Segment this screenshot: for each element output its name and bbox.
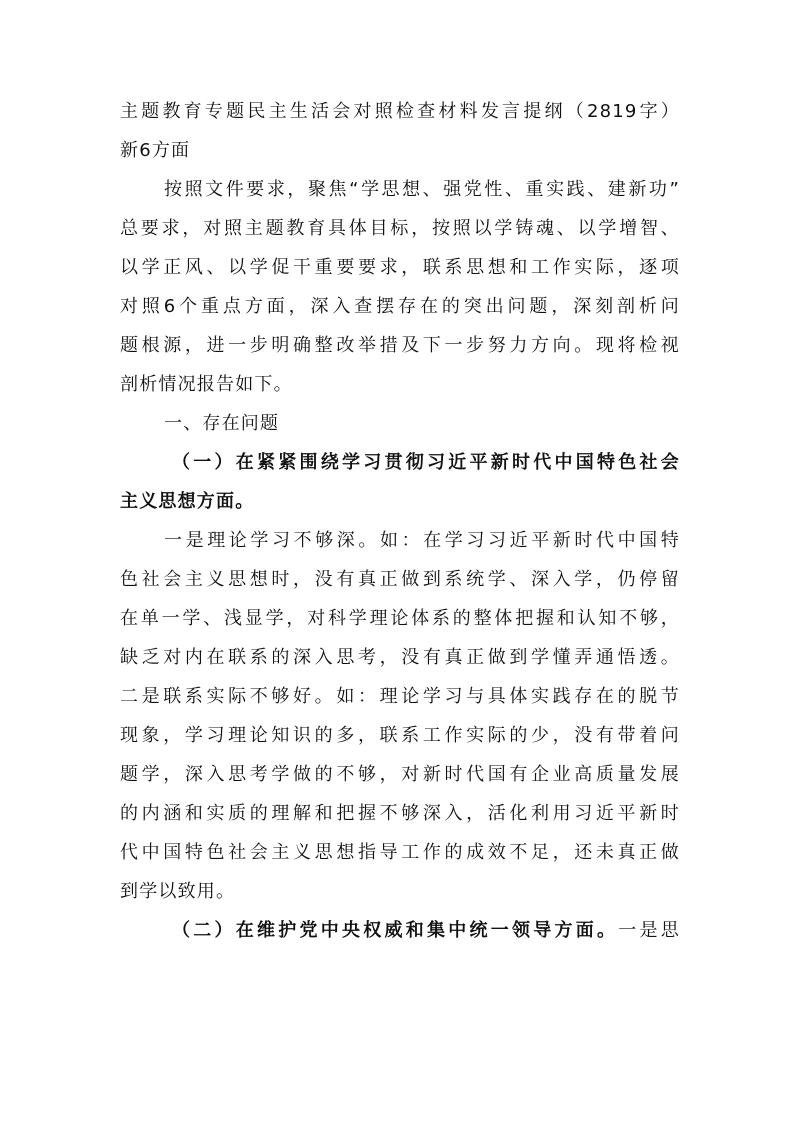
section-heading: 一、存在问题 [164,413,280,434]
intro-line-5: 题根源，进一步明确整改举措及下一步努力方向。现将检视 [120,335,680,356]
intro-line-4: 对照6个重点方面，深入查摆存在的突出问题，深刻剖析问 [120,296,680,317]
subsection-2-text: 一是思 [618,920,681,941]
subsection-2-heading: （二）在维护党中央权威和集中统一领导方面。 [172,920,619,941]
body-line-4: 缺乏对内在联系的深入思考，没有真正做到学懂弄通悟透。 [120,647,680,668]
body-line-10: 到学以致用。 [120,881,236,902]
body-line-1: 一是理论学习不够深。如：在学习习近平新时代中国特 [164,530,680,551]
body-line-7: 题学，深入思考学做的不够，对新时代国有企业高质量发展 [120,764,680,785]
intro-line-3: 以学正风、以学促干重要要求，联系思想和工作实际，逐项 [120,257,680,278]
body-line-6: 现象，学习理论知识的多，联系工作实际的少，没有带着问 [120,725,680,746]
document-title-line-2: 新6方面 [120,140,191,161]
document-title-line-1: 主题教育专题民主生活会对照检查材料发言提纲（2819字） [120,101,680,122]
intro-line-6: 剖析情况报告如下。 [120,374,293,395]
subsection-2-line [120,911,680,950]
body-line-5: 二是联系实际不够好。如：理论学习与具体实践存在的脱节 [120,686,680,707]
document-page [120,92,680,950]
subsection-1-heading-line-2: 主义思想方面。 [120,491,255,512]
body-line-2: 色社会主义思想时，没有真正做到系统学、深入学，仍停留 [120,569,680,590]
subsection-1-heading-line-1: （一）在紧紧围绕学习贯彻习近平新时代中国特色社会 [172,452,680,473]
intro-line-1: 按照文件要求，聚焦“学思想、强党性、重实践、建新功” [164,179,680,200]
body-line-9: 代中国特色社会主义思想指导工作的成效不足，还未真正做 [120,842,680,863]
body-line-8: 的内涵和实质的理解和把握不够深入，活化利用习近平新时 [120,803,680,824]
intro-line-2: 总要求，对照主题教育具体目标，按照以学铸魂、以学增智、 [120,218,680,239]
body-line-3: 在单一学、浅显学，对科学理论体系的整体把握和认知不够， [120,608,680,629]
